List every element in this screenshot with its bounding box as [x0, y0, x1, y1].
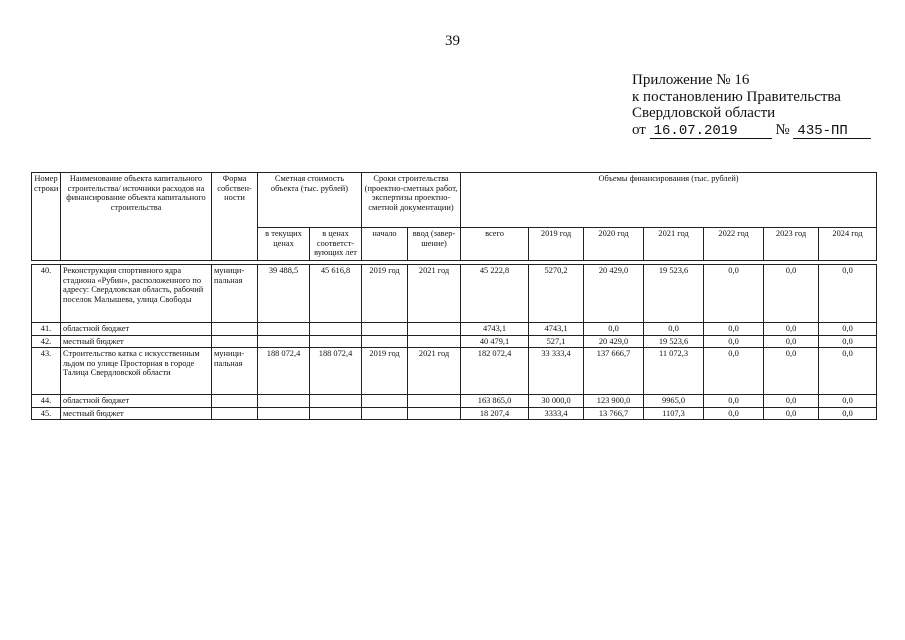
header-2022: 2022 год	[704, 228, 764, 261]
table-row	[32, 395, 877, 408]
financing-table	[31, 172, 877, 420]
number-label: №	[775, 121, 790, 138]
funding-2022: 0,0	[704, 323, 764, 336]
header-term-end: ввод (завер-шение)	[408, 228, 461, 261]
resolution-number: 435-ПП	[793, 124, 871, 139]
appendix-block	[632, 72, 871, 139]
funding-2021: 0,0	[644, 323, 704, 336]
funding-2023: 0,0	[764, 407, 819, 420]
header-2023: 2023 год	[764, 228, 819, 261]
funding-2021: 9965,0	[644, 395, 704, 408]
ownership	[212, 323, 258, 336]
term-end	[408, 395, 461, 408]
cost-current	[258, 335, 310, 348]
ownership: муници-пальная	[212, 265, 258, 323]
header-2020: 2020 год	[584, 228, 644, 261]
header-funding-volumes: Объемы финансирования (тыс. рублей)	[461, 173, 877, 228]
row-number: 40.	[32, 265, 61, 323]
funding-2019: 4743,1	[529, 323, 584, 336]
from-label: от	[632, 121, 646, 138]
funding-total: 163 865,0	[461, 395, 529, 408]
term-start	[362, 323, 408, 336]
cost-years	[310, 323, 362, 336]
funding-2020: 20 429,0	[584, 265, 644, 323]
appendix-title: Приложение № 16	[632, 72, 750, 88]
funding-2019: 527,1	[529, 335, 584, 348]
funding-2024: 0,0	[819, 265, 877, 323]
header-2019: 2019 год	[529, 228, 584, 261]
funding-2024: 0,0	[819, 407, 877, 420]
funding-2021: 19 523,6	[644, 265, 704, 323]
funding-2023: 0,0	[764, 323, 819, 336]
header-total: всего	[461, 228, 529, 261]
table-row	[32, 407, 877, 420]
object-name: Реконструкция спортивного ядра стадиона «Рубин», расположенного по адресу: Свердловская область, рабочий поселок Малышева, улица Свободы	[61, 265, 212, 323]
funding-total: 18 207,4	[461, 407, 529, 420]
cost-years: 45 616,8	[310, 265, 362, 323]
object-name: областной бюджет	[61, 323, 212, 336]
funding-2021: 11 072,3	[644, 348, 704, 395]
term-end	[408, 323, 461, 336]
funding-2023: 0,0	[764, 265, 819, 323]
funding-2024: 0,0	[819, 335, 877, 348]
funding-2020: 13 766,7	[584, 407, 644, 420]
funding-2020: 123 900,0	[584, 395, 644, 408]
table-row	[32, 265, 877, 323]
table-row	[32, 323, 877, 336]
cost-current: 188 072,4	[258, 348, 310, 395]
ownership: муници-пальная	[212, 348, 258, 395]
table-row	[32, 348, 877, 395]
funding-total: 182 072,4	[461, 348, 529, 395]
table-row	[32, 335, 877, 348]
term-end	[408, 335, 461, 348]
header-estimated-cost: Сметная стоимость объекта (тыс. рублей)	[258, 173, 362, 228]
row-number: 41.	[32, 323, 61, 336]
funding-2022: 0,0	[704, 265, 764, 323]
funding-total: 45 222,8	[461, 265, 529, 323]
funding-2019: 3333,4	[529, 407, 584, 420]
funding-2020: 20 429,0	[584, 335, 644, 348]
cost-current	[258, 323, 310, 336]
appendix-line-region: Свердловской области	[632, 105, 776, 121]
funding-2020: 0,0	[584, 323, 644, 336]
row-number: 42.	[32, 335, 61, 348]
funding-2024: 0,0	[819, 323, 877, 336]
resolution-date: 16.07.2019	[650, 124, 772, 139]
term-start: 2019 год	[362, 265, 408, 323]
ownership	[212, 335, 258, 348]
funding-2019: 30 000,0	[529, 395, 584, 408]
header-cost-years: в ценах соответст-вующих лет	[310, 228, 362, 261]
funding-2020: 137 666,7	[584, 348, 644, 395]
object-name: местный бюджет	[61, 407, 212, 420]
object-name: местный бюджет	[61, 335, 212, 348]
page-number: 39	[445, 33, 460, 49]
appendix-line-resolution: к постановлению Правительства	[632, 88, 841, 105]
header-ownership: Форма собствен-ности	[212, 173, 258, 261]
cost-years: 188 072,4	[310, 348, 362, 395]
term-end: 2021 год	[408, 265, 461, 323]
funding-2022: 0,0	[704, 348, 764, 395]
appendix-date-line	[632, 122, 871, 139]
cost-current	[258, 407, 310, 420]
term-start	[362, 395, 408, 408]
cost-current	[258, 395, 310, 408]
funding-2022: 0,0	[704, 395, 764, 408]
funding-2019: 33 333,4	[529, 348, 584, 395]
row-number: 44.	[32, 395, 61, 408]
ownership	[212, 407, 258, 420]
term-end: 2021 год	[408, 348, 461, 395]
cost-years	[310, 407, 362, 420]
header-object-name: Наименование объекта капитального строительства/ источники расходов на финансирование объекта капитального строительства	[61, 173, 212, 261]
funding-2024: 0,0	[819, 348, 877, 395]
term-end	[408, 407, 461, 420]
term-start: 2019 год	[362, 348, 408, 395]
header-2024: 2024 год	[819, 228, 877, 261]
funding-2019: 5270,2	[529, 265, 584, 323]
row-number: 45.	[32, 407, 61, 420]
header-2021: 2021 год	[644, 228, 704, 261]
term-start	[362, 335, 408, 348]
funding-2022: 0,0	[704, 335, 764, 348]
cost-current: 39 488,5	[258, 265, 310, 323]
funding-2024: 0,0	[819, 395, 877, 408]
header-construction-terms: Сроки строительства (проектно-сметных работ, экспертизы проектно-сметной документации)	[362, 173, 461, 228]
funding-total: 4743,1	[461, 323, 529, 336]
funding-2021: 19 523,6	[644, 335, 704, 348]
header-term-start: начало	[362, 228, 408, 261]
cost-years	[310, 335, 362, 348]
funding-total: 40 479,1	[461, 335, 529, 348]
funding-2022: 0,0	[704, 407, 764, 420]
header-cost-current: в текущих ценах	[258, 228, 310, 261]
funding-2023: 0,0	[764, 348, 819, 395]
term-start	[362, 407, 408, 420]
object-name: областной бюджет	[61, 395, 212, 408]
funding-2023: 0,0	[764, 395, 819, 408]
funding-2023: 0,0	[764, 335, 819, 348]
header-row-number: Номер строки	[32, 173, 61, 261]
cost-years	[310, 395, 362, 408]
row-number: 43.	[32, 348, 61, 395]
object-name: Строительство катка с искусственным льдом по улице Просторная в городе Талица Свердловской области	[61, 348, 212, 395]
funding-2021: 1107,3	[644, 407, 704, 420]
ownership	[212, 395, 258, 408]
